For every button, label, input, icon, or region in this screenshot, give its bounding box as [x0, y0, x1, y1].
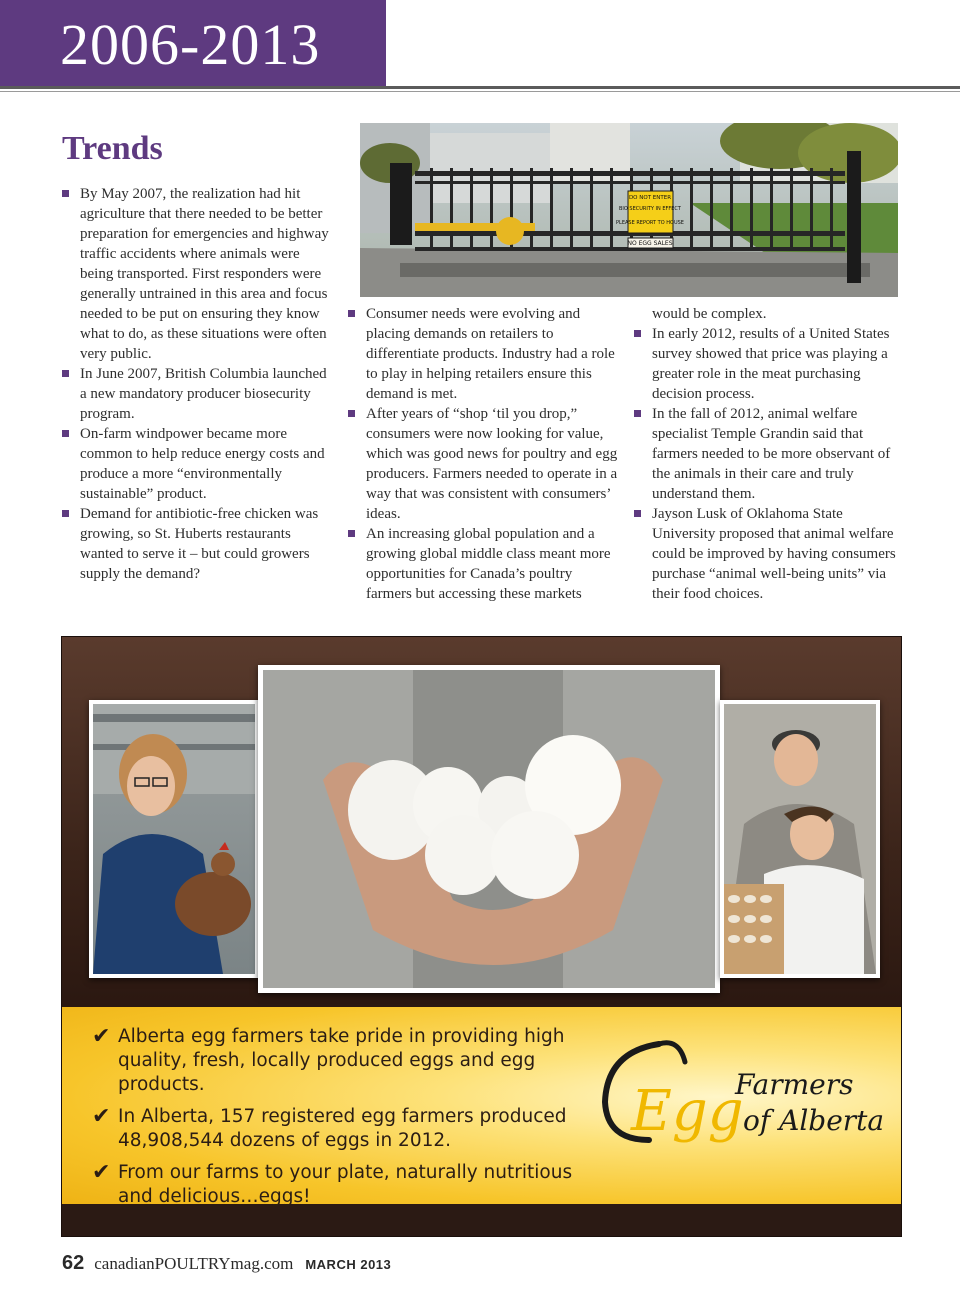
- text-column-3: [634, 304, 900, 604]
- egg-farmers-logo-mark: [597, 1032, 887, 1157]
- gate-sign-text: PLEASE REPORT TO HOUSE: [616, 220, 684, 226]
- ad-bullet-text: Alberta egg farmers take pride in providing high quality, fresh, locally produced eggs and egg products.: [118, 1026, 565, 1095]
- egg-farmers-advertisement: [61, 636, 902, 1237]
- header-rule: [0, 86, 960, 89]
- issue-date: MARCH 2013: [305, 1257, 392, 1272]
- biosecurity-gate-photo: [360, 123, 898, 297]
- bullet-item: In the fall of 2012, animal welfare specialist Temple Grandin said that farmers needed to be more observant of the animals in their care and truly understand them.: [634, 404, 900, 504]
- bullet-item: On-farm windpower became more common to help reduce energy costs and produce a more “environmentally sustainable” product.: [62, 424, 332, 504]
- egg-farmers-of-alberta-logo: [597, 1032, 887, 1157]
- checkmark-icon: ✔: [92, 1160, 111, 1185]
- bullet-item: An increasing global population and a growing global middle class meant more opportunities for Canada’s poultry farmers but accessing these markets: [348, 524, 620, 604]
- bullet-continuation: would be complex.: [652, 306, 767, 322]
- ad-bullet: [92, 1025, 612, 1097]
- bullet-item: After years of “shop ‘til you drop,” consumers were now looking for value, which was good news for poultry and egg producers. Farmers needed to operate in a way that was consistent with consumers’ ideas.: [348, 404, 620, 524]
- hands-with-eggs-illustration: [263, 670, 715, 988]
- page-footer: [62, 1252, 391, 1275]
- text-column-2: [348, 304, 620, 604]
- hands-holding-eggs-photo: [258, 665, 720, 993]
- ad-bullet: [92, 1161, 612, 1209]
- checkmark-icon: ✔: [92, 1024, 111, 1049]
- bullet-item: In June 2007, British Columbia launched a new mandatory producer biosecurity program.: [62, 364, 332, 424]
- ad-bullet: [92, 1105, 612, 1153]
- header-years: 2006-2013: [60, 12, 321, 77]
- bullet-item: In early 2012, results of a United States survey showed that price was playing a greater role in the meat purchasing decision process.: [634, 324, 900, 404]
- farmer-with-hen-illustration: [93, 704, 255, 974]
- gate-illustration: [360, 123, 898, 297]
- ad-bullet-text: From our farms to your plate, naturally nutritious and delicious…eggs!: [118, 1162, 573, 1207]
- gate-sign-text: NO EGG SALES: [627, 240, 673, 247]
- bullet-item: Consumer needs were evolving and placing demands on retailers to differentiate products. Industry had a role to play in helping retailers ensure this demand is met.: [348, 304, 620, 404]
- logo-line-2: of Alberta: [743, 1104, 885, 1137]
- page-number: 62: [62, 1252, 85, 1274]
- section-heading: Trends: [62, 130, 163, 167]
- header-rule-thin: [0, 91, 960, 92]
- gate-sign-text: DO NOT ENTER: [628, 195, 672, 201]
- ad-bullet-text: In Alberta, 157 registered egg farmers produced 48,908,544 dozens of eggs in 2012.: [118, 1106, 567, 1151]
- ad-bullet-list: [92, 1025, 612, 1217]
- bullet-item: By May 2007, the realization had hit agriculture that there needed to be better preparation for emergencies and highway traffic accidents where animals were being transported. First responders were generally untrained in this area and focus needed to be put on ensuring they know what to do, as these situations were often very public.: [62, 184, 332, 364]
- logo-line-1: Farmers: [735, 1068, 854, 1101]
- gate-sign-text: BIO SECURITY IN EFFECT: [619, 206, 681, 212]
- bullet-item: Demand for antibiotic-free chicken was growing, so St. Huberts restaurants wanted to serve it – but could growers supply the demand?: [62, 504, 332, 584]
- logo-egg-word: Egg: [631, 1079, 744, 1144]
- father-and-son-photo: [720, 700, 880, 978]
- bullet-item: Jayson Lusk of Oklahoma State University proposed that animal welfare could be improved by having consumers purchase “animal well-being units” via their food choices.: [634, 504, 900, 604]
- text-column-1: [62, 184, 332, 584]
- magazine-website: canadianPOULTRYmag.com: [94, 1254, 294, 1273]
- father-and-son-illustration: [724, 704, 876, 974]
- checkmark-icon: ✔: [92, 1104, 111, 1129]
- farmer-with-hen-photo: [89, 700, 259, 978]
